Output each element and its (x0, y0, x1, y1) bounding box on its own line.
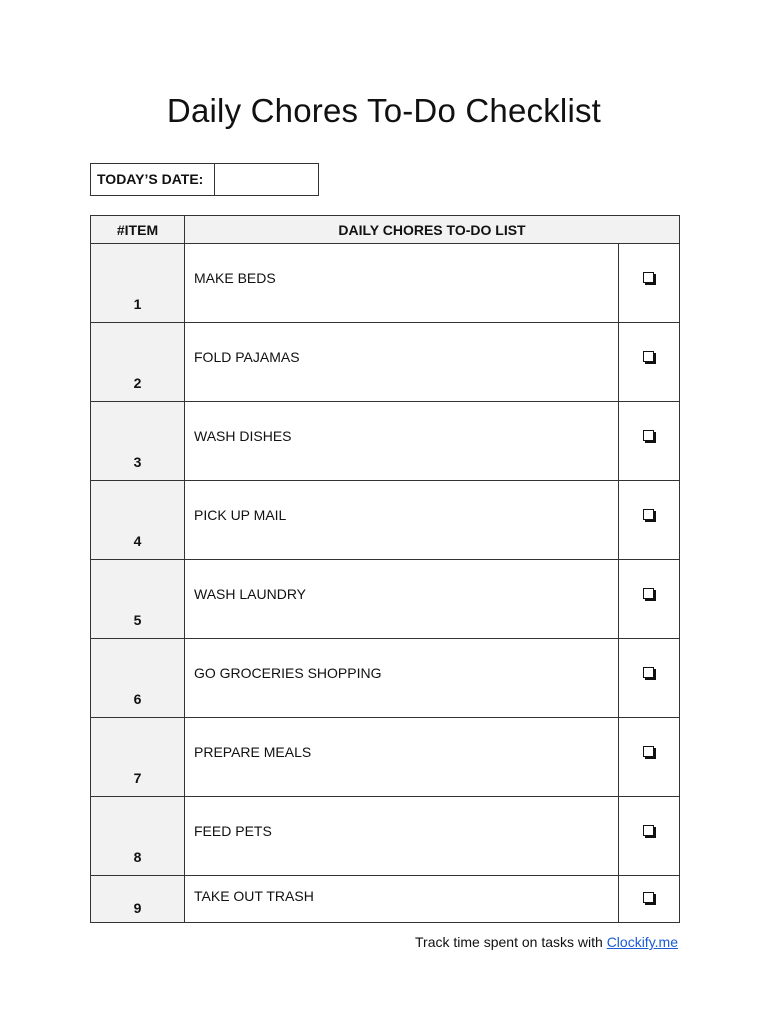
table-row (91, 481, 680, 560)
table-row (91, 323, 680, 402)
checkbox-cell[interactable] (619, 639, 680, 718)
task-label: WASH DISHES (185, 402, 619, 481)
checkbox-icon[interactable] (643, 746, 654, 757)
task-label: FEED PETS (185, 797, 619, 876)
item-number: 8 (91, 797, 185, 876)
item-number: 5 (91, 560, 185, 639)
checkbox-cell[interactable] (619, 481, 680, 560)
task-label: TAKE OUT TRASH (185, 876, 619, 923)
header-item: #ITEM (91, 216, 185, 244)
item-number: 3 (91, 402, 185, 481)
task-label: GO GROCERIES SHOPPING (185, 639, 619, 718)
checkbox-cell[interactable] (619, 560, 680, 639)
table-row (91, 876, 680, 923)
header-list: DAILY CHORES TO-DO LIST (185, 216, 680, 244)
checkbox-icon[interactable] (643, 272, 654, 283)
footer-text: Track time spent on tasks with (415, 934, 607, 950)
page-title: Daily Chores To-Do Checklist (166, 92, 602, 129)
checkbox-icon[interactable] (643, 667, 654, 678)
table-row (91, 560, 680, 639)
checkbox-cell[interactable] (619, 718, 680, 797)
item-number: 6 (91, 639, 185, 718)
task-label: FOLD PAJAMAS (185, 323, 619, 402)
item-number: 1 (91, 244, 185, 323)
task-label: MAKE BEDS (185, 244, 619, 323)
date-label: TODAY’S DATE: (90, 163, 214, 196)
item-number: 9 (91, 876, 185, 923)
table-row (91, 797, 680, 876)
task-label: PREPARE MEALS (185, 718, 619, 797)
checkbox-icon[interactable] (643, 825, 654, 836)
chores-table (90, 215, 680, 923)
checkbox-icon[interactable] (643, 509, 654, 520)
checkbox-cell[interactable] (619, 244, 680, 323)
checkbox-icon[interactable] (643, 351, 654, 362)
footer-note (415, 934, 678, 950)
table-row (91, 718, 680, 797)
date-block (90, 163, 319, 196)
checkbox-cell[interactable] (619, 323, 680, 402)
checkbox-cell[interactable] (619, 797, 680, 876)
checkbox-icon[interactable] (643, 892, 654, 903)
item-number: 2 (91, 323, 185, 402)
task-label: PICK UP MAIL (185, 481, 619, 560)
item-number: 7 (91, 718, 185, 797)
table-row (91, 639, 680, 718)
date-input[interactable] (214, 163, 319, 196)
task-label: WASH LAUNDRY (185, 560, 619, 639)
clockify-link[interactable]: Clockify.me (606, 934, 678, 950)
checkbox-icon[interactable] (643, 430, 654, 441)
checkbox-cell[interactable] (619, 876, 680, 923)
item-number: 4 (91, 481, 185, 560)
checkbox-cell[interactable] (619, 402, 680, 481)
table-row (91, 402, 680, 481)
table-row (91, 244, 680, 323)
checkbox-icon[interactable] (643, 588, 654, 599)
